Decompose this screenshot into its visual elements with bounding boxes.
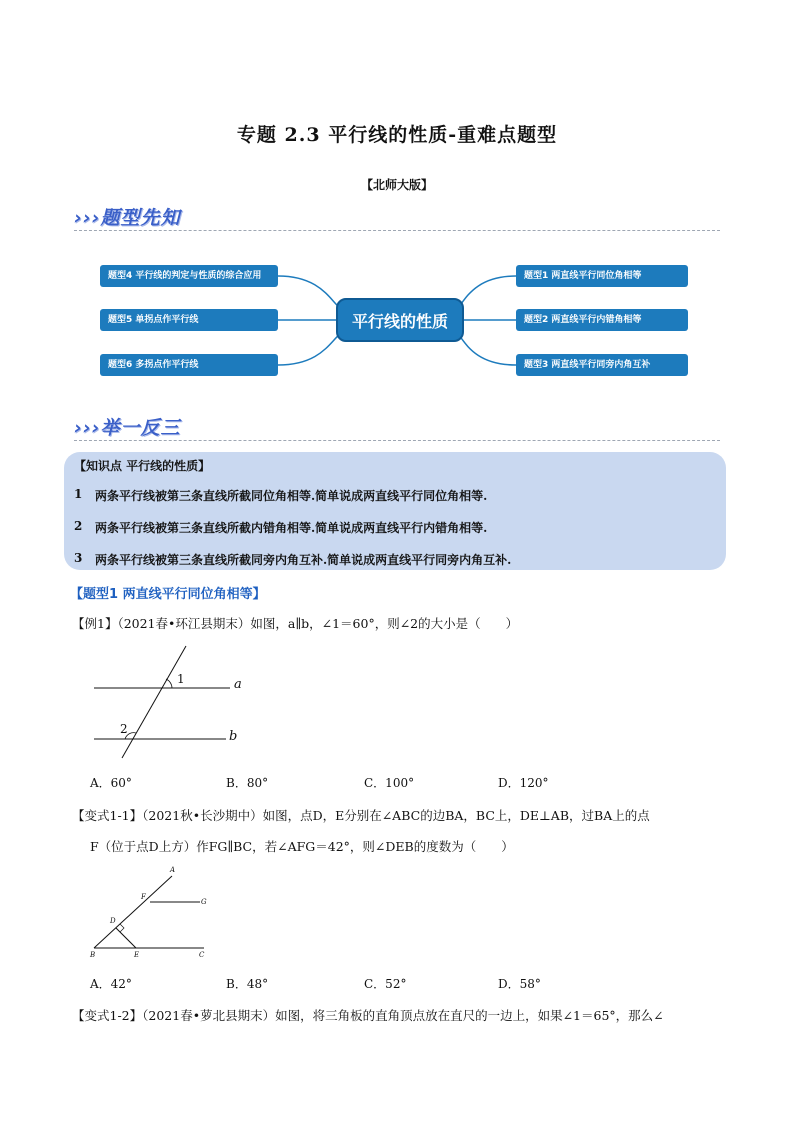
option-d[interactable]: D．58° (498, 977, 541, 991)
example1-question: 【例1】（2021春•环江县期末）如图，a∥b，∠1＝60°，则∠2的大小是（ ） (72, 616, 519, 631)
point-label-F: F (141, 893, 146, 901)
mindmap-center: 平行线的性质 (336, 298, 464, 342)
knowledge-heading: 【知识点 平行线的性质】 (74, 459, 211, 473)
knowledge-num: 2 (74, 519, 83, 533)
mindmap-node-type2: 题型2 两直线平行内错角相等 (516, 309, 688, 331)
option-b[interactable]: B．80° (226, 776, 269, 790)
angle-label-1: 1 (177, 672, 185, 686)
point-label-C: C (199, 951, 205, 959)
point-label-B: B (90, 951, 96, 959)
mindmap-node-type1: 题型1 两直线平行同位角相等 (516, 265, 688, 287)
mindmap-node-type4: 题型4 平行线的判定与性质的综合应用 (100, 265, 278, 287)
angle-label-2: 2 (120, 722, 128, 736)
point-label-D: D (110, 917, 116, 925)
variant1-question-line2: F（位于点D上方）作FG∥BC，若∠AFG＝42°，则∠DEB的度数为（ ） (90, 839, 514, 854)
mindmap-node-type3: 题型3 两直线平行同旁内角互补 (516, 354, 688, 376)
line-label-a: a (234, 677, 242, 692)
variant2-question-line1: 【变式1-2】（2021春•萝北县期末）如图，将三角板的直角顶点放在直尺的一边上，如果∠1＝65°，那么∠ (72, 1008, 664, 1023)
mindmap-node-type5: 题型5 单拐点作平行线 (100, 309, 278, 331)
page-title: 专题 2.3 平行线的性质-重难点题型 (236, 124, 558, 146)
option-a[interactable]: A．42° (90, 977, 132, 991)
variant1-question-line1: 【变式1-1】（2021秋•长沙期中）如图，点D，E分别在∠ABC的边BA，BC上，DE⊥AB，过BA上的点 (72, 808, 650, 823)
knowledge-item: 两条平行线被第三条直线所截同位角相等.简单说成两直线平行同位角相等. (95, 489, 488, 503)
option-b[interactable]: B．48° (226, 977, 269, 991)
option-a[interactable]: A．60° (90, 776, 132, 790)
option-d[interactable]: D．120° (498, 776, 549, 790)
point-label-E: E (134, 951, 140, 959)
edition-label: 【北师大版】 (360, 178, 433, 192)
line-label-b: b (229, 729, 238, 744)
option-c[interactable]: C．100° (364, 776, 415, 790)
mindmap-node-type6: 题型6 多拐点作平行线 (100, 354, 278, 376)
option-c[interactable]: C．52° (364, 977, 407, 991)
knowledge-num: 3 (74, 551, 83, 565)
point-label-A: A (170, 866, 176, 874)
knowledge-item: 两条平行线被第三条直线所截内错角相等.简单说成两直线平行内错角相等. (95, 521, 488, 535)
section-banner-practice: ›››举一反三 (74, 417, 181, 439)
knowledge-num: 1 (74, 487, 83, 501)
type1-heading: 【题型1 两直线平行同位角相等】 (70, 587, 266, 602)
section-banner-preview: ›››题型先知 (74, 207, 181, 229)
point-label-G: G (201, 898, 207, 906)
knowledge-item: 两条平行线被第三条直线所截同旁内角互补.简单说成两直线平行同旁内角互补. (95, 553, 512, 567)
